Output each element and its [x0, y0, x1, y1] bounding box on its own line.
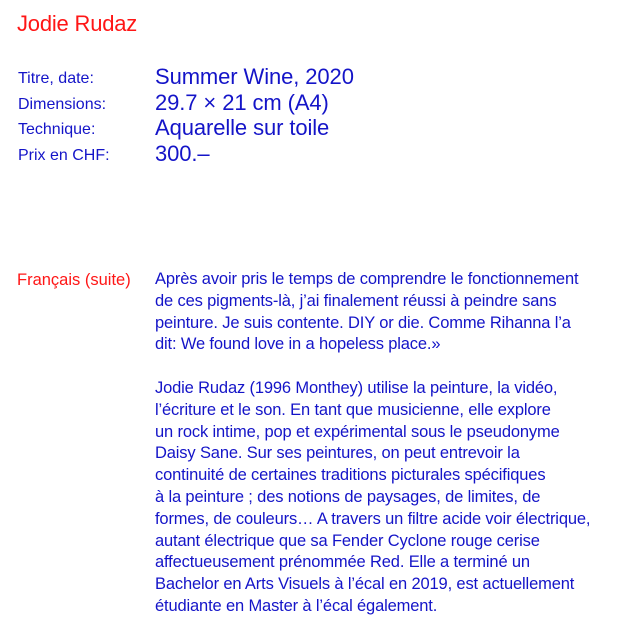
info-row-price	[18, 141, 618, 167]
text-line: Bachelor en Arts Visuels à l’écal en 2019, est actuellement	[155, 575, 575, 594]
text-line: de ces pigments-là, j’ai finalement réussi à peindre sans	[155, 291, 557, 310]
info-row-title-date	[18, 64, 618, 90]
info-value-technique: Aquarelle sur toile	[155, 115, 330, 140]
paragraph-biography	[155, 378, 635, 618]
info-value-title-date: Summer Wine, 2020	[155, 64, 354, 89]
text-line: dit: We found love in a hopeless place.»	[155, 335, 441, 354]
text-line: à la peinture ; des notions de paysages, de limites, de	[155, 487, 541, 506]
info-label-price: Prix en CHF:	[18, 146, 110, 164]
text-line: l’écriture et le son. En tant que musicienne, elle explore	[155, 400, 551, 419]
text-line: un rock intime, pop et expérimental sous le pseudonyme	[155, 422, 560, 441]
info-label-technique: Technique:	[18, 121, 96, 138]
text-line: continuité de certaines traditions picturales spécifiques	[155, 466, 546, 485]
artwork-info-table	[18, 64, 618, 166]
section-label-language: Français (suite)	[17, 271, 131, 289]
text-line: affectueusement prénommée Red. Elle a terminé un	[155, 553, 530, 572]
paragraph-quote-end	[155, 269, 635, 356]
info-row-technique	[18, 115, 618, 141]
info-label-dimensions: Dimensions:	[18, 95, 107, 113]
text-line: formes, de couleurs… A travers un filtre acide voir électrique,	[155, 509, 591, 528]
info-row-dimensions	[18, 90, 618, 116]
text-line: Daisy Sane. Sur ses peintures, on peut entrevoir la	[155, 444, 520, 463]
artist-name: Jodie Rudaz	[17, 11, 138, 36]
info-label-title-date: Titre, date:	[18, 70, 94, 87]
info-value-price: 300.–	[155, 140, 210, 166]
text-line: peinture. Je suis contente. DIY or die. Comme Rihanna l’a	[155, 313, 571, 332]
section-body-text	[155, 269, 635, 618]
text-line: Jodie Rudaz (1996 Monthey) utilise la peinture, la vidéo,	[155, 378, 558, 397]
text-line: étudiante en Master à l’écal également.	[155, 596, 438, 615]
info-value-dimensions: 29.7 × 21 cm (A4)	[155, 89, 329, 115]
text-line: Après avoir pris le temps de comprendre le fonctionnement	[155, 270, 579, 288]
text-line: autant électrique que sa Fender Cyclone rouge cerise	[155, 531, 540, 550]
